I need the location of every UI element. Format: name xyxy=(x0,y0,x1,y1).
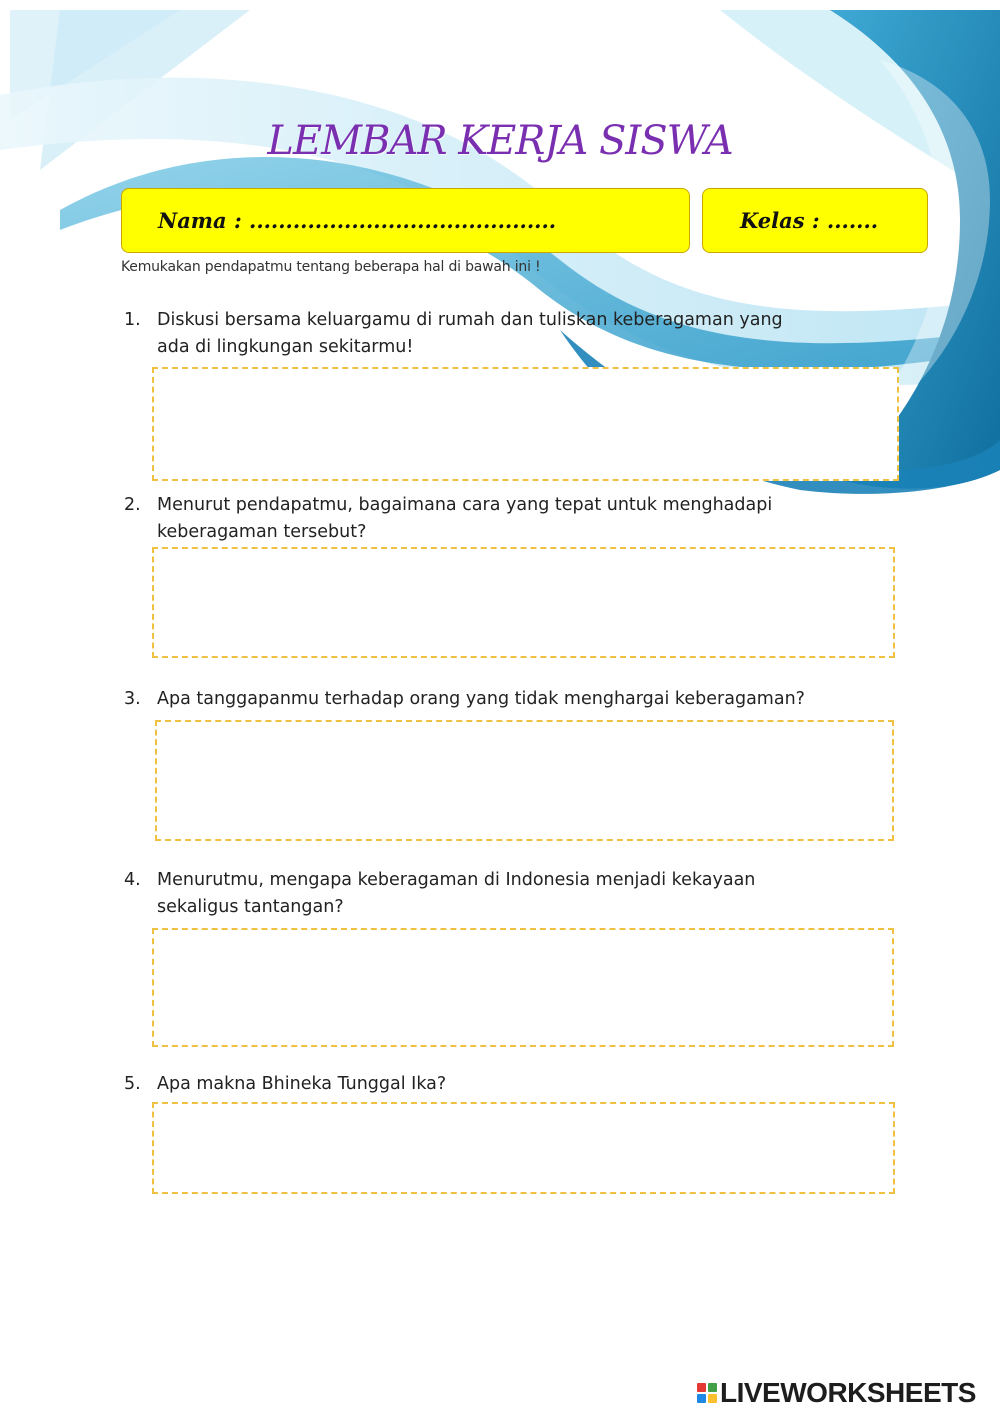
question-4 xyxy=(124,867,757,921)
question-number: 2. xyxy=(124,495,141,515)
class-field[interactable]: Kelas : ....... xyxy=(702,188,928,253)
question-text: Menurut pendapatmu, bagaimana cara yang tepat untuk menghadapi keberagaman tersebut? xyxy=(157,495,773,542)
question-2 xyxy=(124,492,777,546)
question-number: 3. xyxy=(124,689,141,709)
page-title: LEMBAR KERJA SISWA xyxy=(267,118,733,164)
liveworksheets-logo[interactable] xyxy=(697,1376,976,1410)
liveworksheets-grid-icon xyxy=(697,1383,717,1403)
answer-box-3[interactable] xyxy=(155,720,894,841)
question-1 xyxy=(124,307,817,361)
question-text: Diskusi bersama keluargamu di rumah dan tuliskan keberagaman yang ada di lingkungan sekitarmu! xyxy=(157,310,783,357)
question-text: Apa tanggapanmu terhadap orang yang tidak menghargai keberagaman? xyxy=(157,689,805,709)
logo-text: LIVEWORKSHEETS xyxy=(720,1377,976,1408)
question-number: 4. xyxy=(124,870,141,890)
question-number: 1. xyxy=(124,310,141,330)
question-text: Menurutmu, mengapa keberagaman di Indonesia menjadi kekayaan sekaligus tantangan? xyxy=(157,870,756,917)
answer-box-5[interactable] xyxy=(152,1102,895,1194)
name-field[interactable]: Nama : .......................................... xyxy=(121,188,690,253)
answer-box-1[interactable] xyxy=(152,367,899,481)
instruction-text: Kemukakan pendapatmu tentang beberapa hal di bawah ini ! xyxy=(121,259,541,275)
question-text: Apa makna Bhineka Tunggal Ika? xyxy=(157,1074,447,1094)
question-number: 5. xyxy=(124,1074,141,1094)
question-5 xyxy=(124,1071,817,1098)
question-3 xyxy=(124,686,817,713)
answer-box-2[interactable] xyxy=(152,547,895,658)
answer-box-4[interactable] xyxy=(152,928,894,1047)
